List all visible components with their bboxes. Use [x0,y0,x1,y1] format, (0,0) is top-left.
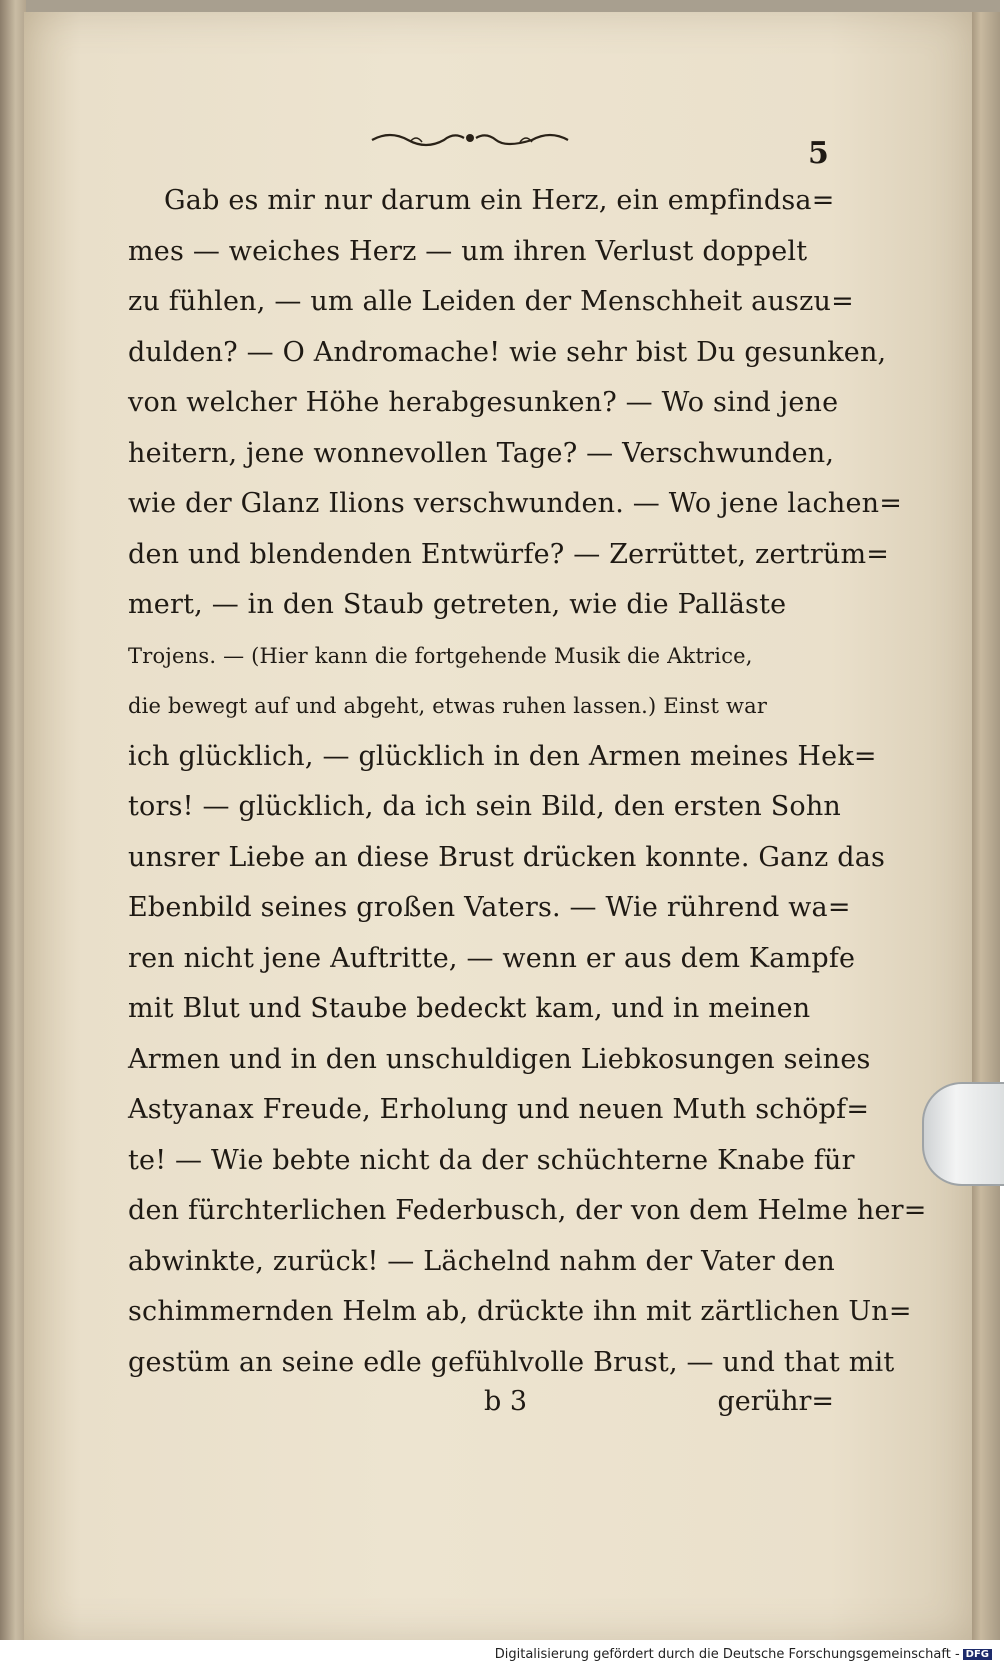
page-footer [128,1386,834,1426]
text-line: tors! — glücklich, da ich sein Bild, den ersten Sohn [128,791,842,822]
decorative-ornament [370,128,570,148]
text-line: Ebenbild seines großen Vaters. — Wie rührend wa= [128,892,851,923]
text-line: den fürchterlichen Federbusch, der von dem Helme her= [128,1195,927,1226]
signature-mark: b 3 [484,1386,528,1417]
right-page-edge [968,12,1000,1640]
text-line: zu fühlen, — um alle Leiden der Menschheit auszu= [128,286,854,317]
digitization-credit [495,1647,992,1662]
text-line: gestüm an seine edle gefühlvolle Brust, — und that mit [128,1346,895,1378]
text-line: dulden? — O Andromache! wie sehr bist Du gesunken, [128,336,887,368]
text-line: abwinkte, zurück! — Lächelnd nahm der Vater den [128,1245,835,1277]
left-page-edge [0,0,26,1640]
text-line: te! — Wie bebte nicht da der schüchterne Knabe für [128,1144,855,1176]
text-line: heitern, jene wonnevollen Tage? — Verschwunden, [128,437,835,469]
text-line: unsrer Liebe an diese Brust drücken konnte. Ganz das [128,841,886,873]
dfg-logo: DFG [963,1649,992,1660]
stage-direction-line: die bewegt auf und abgeht, etwas ruhen lassen.) Einst war [128,694,768,718]
text-line: ich glücklich, — glücklich in den Armen meines Hek= [128,740,877,772]
text-line: mert, — in den Staub getreten, wie die Palläste [128,589,787,620]
text-line: den und blendenden Entwürfe? — Zerrüttet, zertrüm= [128,538,890,570]
text-line: Gab es mir nur darum ein Herz, ein empfindsa= [164,185,835,216]
page-clip-tab [922,1082,1004,1186]
text-line: schimmernden Helm ab, drückte ihn mit zärtlichen Un= [128,1296,912,1327]
stage-direction-line: Trojens. — (Hier kann die fortgehende Musik die Aktrice, [128,643,753,668]
text-line: wie der Glanz Ilions verschwunden. — Wo jene lachen= [128,488,903,519]
text-line: Astyanax Freude, Erholung und neuen Muth schöpf= [128,1094,870,1125]
catchword: gerühr= [717,1386,834,1417]
page-number: 5 [808,136,829,171]
text-line: Armen und in den unschuldigen Liebkosungen seines [128,1043,871,1075]
text-line: mes — weiches Herz — um ihren Verlust doppelt [128,235,808,267]
credit-text: Digitalisierung gefördert durch die Deutsche Forschungsgemeinschaft - [494,1647,960,1662]
body-text [128,176,927,1388]
text-line: von welcher Höhe herabgesunken? — Wo sind jene [128,387,839,418]
text-line: mit Blut und Staube bedeckt kam, und in meinen [128,993,811,1024]
text-line: ren nicht jene Auftritte, — wenn er aus dem Kampfe [128,942,856,974]
